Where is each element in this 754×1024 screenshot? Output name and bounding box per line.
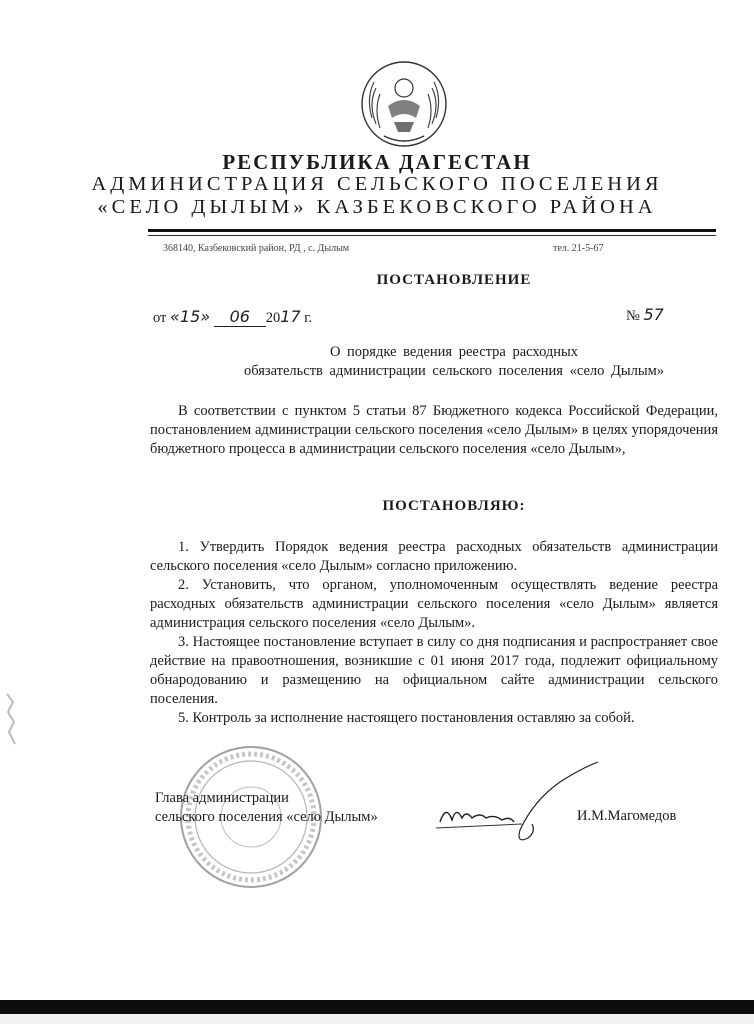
- resolve-heading: ПОСТАНОВЛЯЮ:: [382, 498, 526, 514]
- position-line1: Глава администрации: [155, 790, 289, 806]
- administration-title-line1: АДМИНИСТРАЦИЯ СЕЛЬСКОГО ПОСЕЛЕНИЯ: [91, 173, 663, 195]
- header-divider-thick: [148, 229, 716, 232]
- position-line2: сельского поселения «село Дылым»: [155, 809, 378, 825]
- date-year: 17: [280, 307, 301, 326]
- date-month: 06: [214, 307, 266, 327]
- scan-bottom-margin: [0, 1014, 754, 1024]
- scan-artifact: [4, 692, 18, 752]
- document-subject: [150, 343, 754, 381]
- document-number: [626, 305, 664, 325]
- number-value: 57: [643, 305, 664, 324]
- phone-text: тел. 21-5-67: [553, 243, 604, 254]
- resolution-item: 2. Установить, что органом, уполномоченным осуществлять ведение реестра расходных обязательств администрации сельского поселения «село Дылым» является администрация сельского поселения «село Дылым».: [150, 577, 718, 631]
- date-suffix: г.: [304, 310, 313, 326]
- date-prefix: от: [153, 310, 167, 326]
- document-type-heading: ПОСТАНОВЛЕНИЕ: [376, 272, 532, 288]
- administration-title-line2: «СЕЛО ДЫЛЫМ» КАЗБЕКОВСКОГО РАЙОНА: [97, 196, 657, 218]
- coat-of-arms-emblem-icon: [358, 58, 450, 150]
- republic-title: РЕСПУБЛИКА ДАГЕСТАН: [222, 150, 532, 174]
- signatory-name: И.М.Магомедов: [577, 808, 677, 824]
- number-prefix: №: [626, 308, 640, 324]
- resolution-items: [150, 538, 718, 728]
- handwritten-signature: [432, 760, 607, 850]
- resolution-item: 1. Утвердить Порядок ведения реестра расходных обязательств администрации сельского поселения «село Дылым» согласно приложению.: [150, 539, 718, 574]
- header-divider-thin: [148, 235, 716, 236]
- date-day: «15»: [170, 307, 211, 326]
- intro-text: В соответствии с пунктом 5 статьи 87 Бюджетного кодекса Российской Федерации, постановлением администрации сельского поселения «село Дылым» в целях упорядочения бюджетного процесса в администрации сельского поселения «село Дылым»,: [150, 403, 718, 457]
- scan-bottom-border: [0, 1000, 754, 1014]
- resolution-item: 5. Контроль за исполнение настоящего постановления оставляю за собой.: [178, 710, 635, 726]
- address-text: 368140, Казбековский район, РД , с. Дылым: [163, 243, 350, 254]
- subject-line1: О порядке ведения реестра расходных: [329, 344, 579, 360]
- document-date: [153, 307, 312, 327]
- subject-line2: обязательств администрации сельского поселения «село Дылым»: [243, 363, 665, 379]
- signatory-position: [155, 789, 378, 827]
- resolution-item: 3. Настоящее постановление вступает в силу со дня подписания и распространяет свое действие на правоотношения, возникшие с 01 июня 2017 года, подлежит официальному обнародованию и размещению на официальном сайте администрации сельского поселения.: [150, 634, 718, 707]
- intro-paragraph: [150, 402, 718, 459]
- date-year-prefix: 20: [265, 310, 281, 326]
